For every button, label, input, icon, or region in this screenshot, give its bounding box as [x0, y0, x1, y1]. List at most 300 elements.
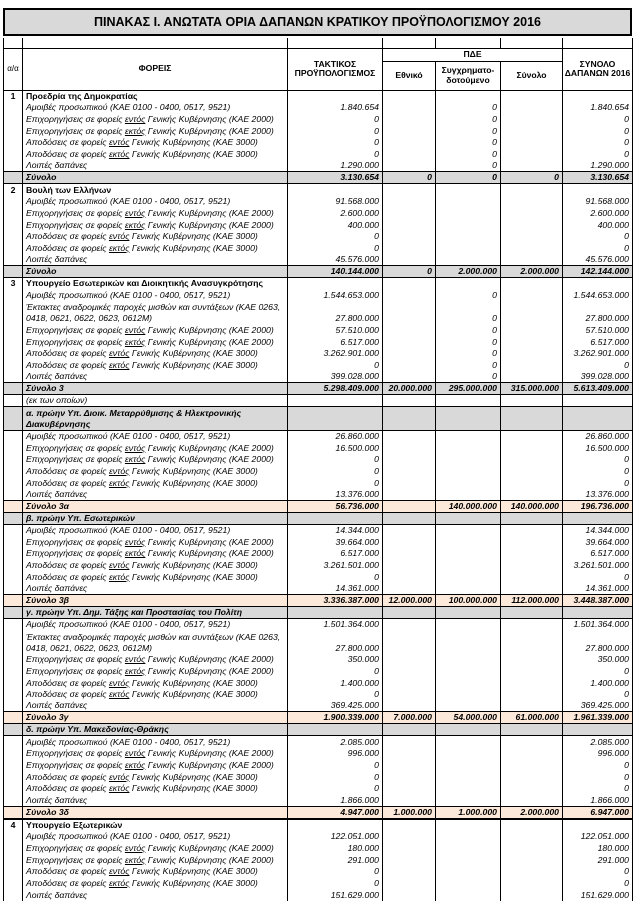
pde-total-cell: 112.000.000: [501, 594, 563, 606]
pde-national-cell: [383, 548, 436, 560]
pde-total-cell: [501, 196, 563, 208]
underlined-term: εντός: [124, 207, 146, 218]
pde-national-cell: [383, 783, 436, 795]
regular-budget-cell: 26.860.000: [288, 430, 383, 442]
regular-budget-cell: 3.130.654: [288, 172, 383, 184]
grand-total-cell: [563, 606, 633, 618]
col-header-pde-cofinanced: [436, 61, 501, 90]
pde-national-cell: [383, 831, 436, 843]
row-label-cell: Αποδόσεις σε φορείς εντός Γενικής Κυβέρνησης (ΚΑΕ 3000): [23, 137, 288, 149]
pde-total-cell: [501, 630, 563, 653]
regular-budget-cell: [288, 278, 383, 290]
grand-total-cell: 1.501.364.000: [563, 618, 633, 630]
pde-national-cell: [383, 689, 436, 701]
pde-total-cell: [501, 90, 563, 102]
row-index-cell: [4, 748, 23, 760]
total-row: [4, 500, 633, 512]
pde-national-cell: [383, 854, 436, 866]
regular-budget-cell: [288, 90, 383, 102]
pde-cofinanced-cell: 140.000.000: [436, 500, 501, 512]
row-label-cell: Επιχορηγήσεις σε φορείς εντός Γενικής Κυβέρνησης (ΚΑΕ 2000): [23, 442, 288, 454]
regular-budget-cell: 0: [288, 689, 383, 701]
row-label-cell: Αποδόσεις σε φορείς εντός Γενικής Κυβέρνησης (ΚΑΕ 3000): [23, 465, 288, 477]
total-row: [4, 172, 633, 184]
underlined-term: εκτός: [124, 854, 146, 865]
row-index-cell: [4, 500, 23, 512]
grand-total-cell: 1.290.000: [563, 160, 633, 172]
pde-cofinanced-cell: [436, 866, 501, 878]
regular-budget-cell: 0: [288, 783, 383, 795]
row-index-cell: [4, 348, 23, 360]
grand-total-cell: 0: [563, 359, 633, 371]
row-index-cell: [4, 559, 23, 571]
pde-cofinanced-cell: [436, 184, 501, 196]
row-label-cell: Επιχορηγήσεις σε φορείς εκτός Γενικής Κυβέρνησης (ΚΑΕ 2000): [23, 759, 288, 771]
expense-row: [4, 113, 633, 125]
row-index-cell: [4, 289, 23, 301]
regular-budget-cell: 0: [288, 242, 383, 254]
expense-row: [4, 548, 633, 560]
grand-total-cell: 5.613.409.000: [563, 383, 633, 395]
grand-total-cell: 3.261.501.000: [563, 559, 633, 571]
pde-national-cell: [383, 359, 436, 371]
pde-total-cell: [501, 254, 563, 266]
grand-total-cell: 1.866.000: [563, 794, 633, 806]
pde-national-cell: [383, 559, 436, 571]
expense-row: [4, 771, 633, 783]
pde-cofinanced-cell: [436, 819, 501, 831]
grand-total-cell: 369.425.000: [563, 700, 633, 712]
pde-cofinanced-cell: 0: [436, 371, 501, 383]
grand-total-cell: 400.000: [563, 219, 633, 231]
expense-row: [4, 160, 633, 172]
regular-budget-cell: 16.500.000: [288, 442, 383, 454]
regular-budget-cell: 0: [288, 477, 383, 489]
grand-total-cell: [563, 184, 633, 196]
expense-row: [4, 536, 633, 548]
pde-national-cell: [383, 606, 436, 618]
grand-total-cell: 0: [563, 571, 633, 583]
expense-row: [4, 524, 633, 536]
row-index-cell: [4, 606, 23, 618]
spacer-cell: [501, 38, 563, 48]
row-label-cell: Επιχορηγήσεις σε φορείς εντός Γενικής Κυβέρνησης (ΚΑΕ 2000): [23, 654, 288, 666]
pde-national-cell: [383, 301, 436, 324]
pde-total-cell: [501, 512, 563, 524]
row-index-cell: [4, 571, 23, 583]
row-index-cell: [4, 583, 23, 595]
pde-national-cell: [383, 665, 436, 677]
section-row: [4, 278, 633, 290]
pde-cofinanced-cell: [436, 665, 501, 677]
pde-total-cell: [501, 889, 563, 901]
regular-budget-cell: 0: [288, 454, 383, 466]
regular-budget-cell: 6.517.000: [288, 548, 383, 560]
pde-cofinanced-cell: [436, 689, 501, 701]
row-label-cell: Αμοιβές προσωπικού (ΚΑΕ 0100 - 0400, 0517, 9521): [23, 524, 288, 536]
pde-cofinanced-cell: [436, 395, 501, 407]
expense-row: [4, 630, 633, 653]
pde-total-cell: [501, 759, 563, 771]
pde-cofinanced-cell: [436, 571, 501, 583]
underlined-term: εκτός: [124, 665, 146, 676]
regular-budget-cell: 0: [288, 866, 383, 878]
grand-total-cell: 1.840.654: [563, 102, 633, 114]
underlined-term: εντός: [124, 536, 146, 547]
row-label-cell: Επιχορηγήσεις σε φορείς εκτός Γενικής Κυβέρνησης (ΚΑΕ 2000): [23, 125, 288, 137]
pde-cofinanced-cell: [436, 219, 501, 231]
row-label-cell: Λοιπές δαπάνες: [23, 583, 288, 595]
regular-budget-cell: [288, 395, 383, 407]
regular-budget-cell: 400.000: [288, 219, 383, 231]
expense-row: [4, 783, 633, 795]
grand-total-cell: 14.361.000: [563, 583, 633, 595]
row-index-cell: 2: [4, 184, 23, 196]
grand-total-cell: 151.629.000: [563, 889, 633, 901]
underlined-term: εκτός: [108, 149, 130, 160]
col-header-grand-total-line1: ΣΥΝΟΛΟ: [579, 58, 616, 69]
pde-total-cell: 2.000.000: [501, 806, 563, 819]
row-index-cell: [4, 712, 23, 724]
expense-row: [4, 794, 633, 806]
row-index-cell: [4, 877, 23, 889]
underlined-term: εντός: [108, 137, 130, 148]
row-index-cell: [4, 700, 23, 712]
grand-total-cell: 0: [563, 137, 633, 149]
regular-budget-cell: 180.000: [288, 842, 383, 854]
pde-total-cell: [501, 442, 563, 454]
row-index-cell: [4, 689, 23, 701]
pde-cofinanced-cell: [436, 759, 501, 771]
pde-cofinanced-cell: [436, 207, 501, 219]
row-label-cell: Αμοιβές προσωπικού (ΚΑΕ 0100 - 0400, 0517, 9521): [23, 289, 288, 301]
pde-total-cell: [501, 819, 563, 831]
total-row: [4, 806, 633, 819]
row-index-cell: [4, 102, 23, 114]
row-index-cell: 3: [4, 278, 23, 290]
pde-national-cell: [383, 125, 436, 137]
pde-total-cell: [501, 289, 563, 301]
row-index-cell: [4, 395, 23, 407]
row-index-cell: [4, 148, 23, 160]
grand-total-cell: [563, 407, 633, 430]
pde-total-cell: [501, 278, 563, 290]
pde-total-cell: [501, 113, 563, 125]
pde-cofinanced-cell: [436, 748, 501, 760]
expense-row: [4, 559, 633, 571]
pde-national-cell: [383, 430, 436, 442]
row-label-cell: Αποδόσεις σε φορείς εκτός Γενικής Κυβέρνησης (ΚΑΕ 3000): [23, 477, 288, 489]
row-index-cell: [4, 324, 23, 336]
grand-total-cell: 0: [563, 231, 633, 243]
pde-total-cell: [501, 536, 563, 548]
pde-cofinanced-cell: [436, 794, 501, 806]
regular-budget-cell: 140.144.000: [288, 266, 383, 278]
regular-budget-cell: 122.051.000: [288, 831, 383, 843]
row-index-cell: [4, 160, 23, 172]
expense-row: [4, 618, 633, 630]
regular-budget-cell: 3.336.387.000: [288, 594, 383, 606]
spacer-cell: [4, 38, 23, 48]
row-index-cell: [4, 383, 23, 395]
regular-budget-cell: 27.800.000: [288, 301, 383, 324]
section-row: [4, 184, 633, 196]
regular-budget-cell: [288, 606, 383, 618]
pde-cofinanced-cell: 0: [436, 324, 501, 336]
expense-row: [4, 324, 633, 336]
underlined-term: εκτός: [124, 219, 146, 230]
underlined-term: εκτός: [124, 548, 146, 559]
pde-national-cell: [383, 207, 436, 219]
row-label-cell: Αποδόσεις σε φορείς εκτός Γενικής Κυβέρνησης (ΚΑΕ 3000): [23, 242, 288, 254]
row-label-cell: Σύνολο 3γ: [23, 712, 288, 724]
row-label-cell: Αμοιβές προσωπικού (ΚΑΕ 0100 - 0400, 0517, 9521): [23, 736, 288, 748]
pde-cofinanced-cell: [436, 654, 501, 666]
grand-total-cell: 0: [563, 771, 633, 783]
pde-total-cell: [501, 242, 563, 254]
spacer-cell: [436, 38, 501, 48]
pde-total-cell: [501, 689, 563, 701]
expense-row: [4, 125, 633, 137]
pde-national-cell: [383, 736, 436, 748]
pde-cofinanced-cell: [436, 524, 501, 536]
grand-total-cell: 0: [563, 877, 633, 889]
row-label-cell: β. πρώην Υπ. Εσωτερικών: [23, 512, 288, 524]
row-label-cell: Αποδόσεις σε φορείς εντός Γενικής Κυβέρνησης (ΚΑΕ 3000): [23, 866, 288, 878]
pde-cofinanced-cell: 0: [436, 113, 501, 125]
regular-budget-cell: 1.400.000: [288, 677, 383, 689]
row-label-cell: Αμοιβές προσωπικού (ΚΑΕ 0100 - 0400, 0517, 9521): [23, 618, 288, 630]
expense-row: [4, 454, 633, 466]
pde-national-cell: [383, 348, 436, 360]
pde-national-cell: [383, 242, 436, 254]
pde-national-cell: [383, 219, 436, 231]
row-label-cell: Αποδόσεις σε φορείς εντός Γενικής Κυβέρνησης (ΚΑΕ 3000): [23, 231, 288, 243]
pde-national-cell: [383, 618, 436, 630]
underlined-term: εκτός: [108, 242, 130, 253]
pde-cofinanced-cell: 0: [436, 359, 501, 371]
pde-cofinanced-cell: [436, 618, 501, 630]
pde-total-cell: [501, 489, 563, 501]
underlined-term: εντός: [108, 465, 130, 476]
regular-budget-cell: 0: [288, 877, 383, 889]
row-label-cell: Αποδόσεις σε φορείς εντός Γενικής Κυβέρνησης (ΚΑΕ 3000): [23, 559, 288, 571]
expense-row: [4, 465, 633, 477]
row-index-cell: [4, 231, 23, 243]
pde-cofinanced-cell: 0: [436, 148, 501, 160]
spacer-cell: [383, 38, 436, 48]
pde-cofinanced-cell: 0: [436, 301, 501, 324]
grand-total-cell: 2.600.000: [563, 207, 633, 219]
expense-row: [4, 301, 633, 324]
regular-budget-cell: 13.376.000: [288, 489, 383, 501]
row-index-cell: [4, 677, 23, 689]
grand-total-cell: 350.000: [563, 654, 633, 666]
row-label-cell: Επιχορηγήσεις σε φορείς εντός Γενικής Κυβέρνησης (ΚΑΕ 2000): [23, 748, 288, 760]
pde-cofinanced-cell: [436, 724, 501, 736]
pde-total-cell: [501, 794, 563, 806]
pde-total-cell: 2.000.000: [501, 266, 563, 278]
expense-row: [4, 583, 633, 595]
row-label-cell: Επιχορηγήσεις σε φορείς εκτός Γενικής Κυβέρνησης (ΚΑΕ 2000): [23, 454, 288, 466]
grand-total-cell: 57.510.000: [563, 324, 633, 336]
underlined-term: εκτός: [108, 477, 130, 488]
pde-cofinanced-cell: [436, 465, 501, 477]
row-index-cell: [4, 465, 23, 477]
pde-national-cell: [383, 677, 436, 689]
row-index-cell: [4, 172, 23, 184]
grand-total-cell: 91.568.000: [563, 196, 633, 208]
row-index-cell: [4, 665, 23, 677]
pde-total-cell: [501, 866, 563, 878]
row-label-cell: Επιχορηγήσεις σε φορείς εντός Γενικής Κυβέρνησης (ΚΑΕ 2000): [23, 113, 288, 125]
expense-row: [4, 336, 633, 348]
row-index-cell: [4, 207, 23, 219]
grand-total-cell: 0: [563, 783, 633, 795]
row-label-cell: Επιχορηγήσεις σε φορείς εντός Γενικής Κυβέρνησης (ΚΑΕ 2000): [23, 536, 288, 548]
pde-national-cell: [383, 700, 436, 712]
pde-total-cell: 61.000.000: [501, 712, 563, 724]
regular-budget-cell: 0: [288, 665, 383, 677]
col-header-regular-budget: [288, 48, 383, 90]
grand-total-cell: 2.085.000: [563, 736, 633, 748]
regular-budget-cell: 3.262.901.000: [288, 348, 383, 360]
row-index-cell: [4, 594, 23, 606]
regular-budget-cell: 399.028.000: [288, 371, 383, 383]
expense-row: [4, 137, 633, 149]
pde-national-cell: [383, 500, 436, 512]
regular-budget-cell: 14.344.000: [288, 524, 383, 536]
row-index-cell: [4, 442, 23, 454]
row-index-cell: [4, 430, 23, 442]
pde-total-cell: [501, 231, 563, 243]
pde-national-cell: 12.000.000: [383, 594, 436, 606]
regular-budget-cell: 27.800.000: [288, 630, 383, 653]
row-label-cell: Αποδόσεις σε φορείς εντός Γενικής Κυβέρνησης (ΚΑΕ 3000): [23, 348, 288, 360]
pde-total-cell: [501, 571, 563, 583]
expense-row: [4, 831, 633, 843]
row-label-cell: Λοιπές δαπάνες: [23, 489, 288, 501]
pde-total-cell: [501, 125, 563, 137]
pde-national-cell: [383, 536, 436, 548]
pde-national-cell: [383, 231, 436, 243]
row-label-cell: Σύνολο 3β: [23, 594, 288, 606]
regular-budget-cell: 369.425.000: [288, 700, 383, 712]
pde-total-cell: [501, 301, 563, 324]
underlined-term: εντός: [124, 114, 146, 125]
regular-budget-cell: 1.840.654: [288, 102, 383, 114]
pde-cofinanced-cell: [436, 407, 501, 430]
pde-total-cell: [501, 184, 563, 196]
pde-national-cell: [383, 889, 436, 901]
pde-cofinanced-cell: [436, 736, 501, 748]
underlined-term: εντός: [124, 748, 146, 759]
pde-total-cell: [501, 559, 563, 571]
pde-cofinanced-cell: [436, 278, 501, 290]
pde-cofinanced-cell: [436, 242, 501, 254]
grand-total-cell: 0: [563, 759, 633, 771]
underlined-term: εκτός: [108, 571, 130, 582]
pde-national-cell: [383, 289, 436, 301]
row-label-cell: Επιχορηγήσεις σε φορείς εντός Γενικής Κυβέρνησης (ΚΑΕ 2000): [23, 207, 288, 219]
pde-cofinanced-cell: [436, 677, 501, 689]
underlined-term: εντός: [108, 560, 130, 571]
budget-table-body: [4, 90, 633, 901]
expense-row: [4, 102, 633, 114]
expense-row: [4, 196, 633, 208]
underlined-term: εκτός: [124, 454, 146, 465]
regular-budget-cell: 0: [288, 113, 383, 125]
row-index-cell: [4, 630, 23, 653]
row-index-cell: [4, 137, 23, 149]
pde-national-cell: [383, 102, 436, 114]
pde-cofinanced-cell: 0: [436, 125, 501, 137]
pde-total-cell: [501, 348, 563, 360]
budget-table: [3, 38, 633, 901]
row-index-cell: [4, 219, 23, 231]
row-index-cell: [4, 724, 23, 736]
grand-total-cell: 0: [563, 113, 633, 125]
row-index-cell: [4, 301, 23, 324]
row-label-cell: Λοιπές δαπάνες: [23, 160, 288, 172]
row-label-cell: Επιχορηγήσεις σε φορείς εκτός Γενικής Κυβέρνησης (ΚΑΕ 2000): [23, 336, 288, 348]
pde-cofinanced-cell: [436, 606, 501, 618]
underlined-term: εκτός: [124, 760, 146, 771]
expense-row: [4, 571, 633, 583]
row-index-cell: [4, 359, 23, 371]
pde-total-cell: [501, 454, 563, 466]
pde-cofinanced-cell: [436, 583, 501, 595]
pde-national-cell: [383, 477, 436, 489]
expense-row: [4, 654, 633, 666]
row-index-cell: [4, 407, 23, 430]
row-label-cell: Αποδόσεις σε φορείς εκτός Γενικής Κυβέρνησης (ΚΑΕ 3000): [23, 877, 288, 889]
grand-total-cell: 0: [563, 125, 633, 137]
expense-row: [4, 877, 633, 889]
grand-total-cell: 6.517.000: [563, 548, 633, 560]
pde-national-cell: [383, 877, 436, 889]
regular-budget-cell: [288, 184, 383, 196]
row-label-cell: Προεδρία της Δημοκρατίας: [23, 90, 288, 102]
grand-total-cell: 26.860.000: [563, 430, 633, 442]
pde-total-cell: [501, 219, 563, 231]
row-label-cell: Επιχορηγήσεις σε φορείς εντός Γενικής Κυβέρνησης (ΚΑΕ 2000): [23, 324, 288, 336]
pde-total-cell: [501, 524, 563, 536]
pde-total-cell: [501, 207, 563, 219]
row-index-cell: [4, 113, 23, 125]
underlined-term: εντός: [124, 842, 146, 853]
regular-budget-cell: 14.361.000: [288, 583, 383, 595]
expense-row: [4, 348, 633, 360]
pde-national-cell: [383, 454, 436, 466]
grand-total-cell: 14.344.000: [563, 524, 633, 536]
regular-budget-cell: 1.290.000: [288, 160, 383, 172]
pde-national-cell: [383, 771, 436, 783]
row-index-cell: [4, 866, 23, 878]
expense-row: [4, 231, 633, 243]
spacer-cell: [563, 38, 633, 48]
row-index-cell: [4, 336, 23, 348]
pde-cofinanced-cell: [436, 783, 501, 795]
pde-total-cell: [501, 854, 563, 866]
pde-national-cell: [383, 524, 436, 536]
grand-total-cell: [563, 512, 633, 524]
underlined-term: εντός: [108, 866, 130, 877]
regular-budget-cell: 6.517.000: [288, 336, 383, 348]
underlined-term: εκτός: [124, 336, 146, 347]
regular-budget-cell: 91.568.000: [288, 196, 383, 208]
pde-national-cell: [383, 407, 436, 430]
